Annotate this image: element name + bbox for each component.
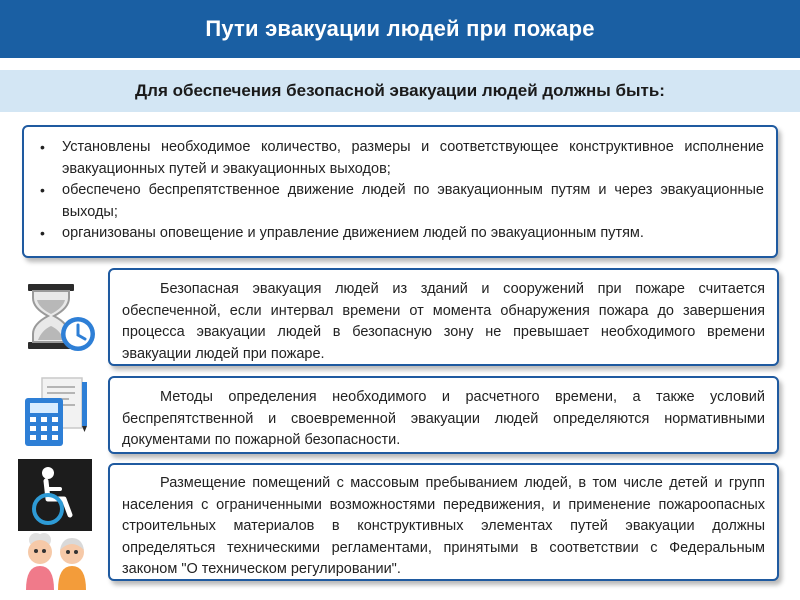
info-box-methods bbox=[108, 376, 779, 454]
elderly-people-icon bbox=[22, 530, 94, 590]
wheelchair-icon bbox=[18, 459, 92, 531]
info-box-evacuation-safety bbox=[108, 268, 779, 366]
requirements-list bbox=[36, 137, 764, 245]
hourglass-clock-icon bbox=[22, 278, 100, 356]
info-box-placement bbox=[108, 463, 779, 581]
requirement-item: • организованы оповещение и управление движением людей по эвакуационным путям. bbox=[36, 223, 764, 245]
calculator-document-icon bbox=[22, 374, 98, 450]
info-text: Размещение помещений с массовым пребыванием людей, в том числе детей и групп населения с ограниченными возможностями передвижения, и применение пожароопасных строительных материалов в конструктивных элементах путей эвакуации должны определяться техническими регламентами, принятыми в соответствии с Федеральным законом "О техническом регулировании". bbox=[122, 475, 765, 577]
requirement-item: • Установлены необходимое количество, размеры и соответствующее конструктивное исполнение эвакуационных путей и эвакуационных выходов; bbox=[36, 137, 764, 180]
page-title: Пути эвакуации людей при пожаре bbox=[205, 16, 595, 41]
section-title: Для обеспечения безопасной эвакуации людей должны быть: bbox=[135, 81, 665, 100]
requirements-box bbox=[22, 125, 778, 258]
subheader-banner bbox=[0, 70, 800, 112]
info-text: Безопасная эвакуация людей из зданий и сооружений при пожаре считается обеспеченной, если интервал времени от момента обнаружения пожара до завершения процесса эвакуации людей в безопасную зону не превышает необходимого времени эвакуации людей при пожаре. bbox=[122, 281, 765, 362]
requirement-item: • обеспечено беспрепятственное движение людей по эвакуационным путям и через эвакуационные выходы; bbox=[36, 180, 764, 223]
info-text: Методы определения необходимого и расчетного времени, а также условий беспрепятственной и своевременной эвакуации людей определяются нормативными документами по пожарной безопасности. bbox=[122, 389, 765, 448]
header-banner bbox=[0, 0, 800, 58]
